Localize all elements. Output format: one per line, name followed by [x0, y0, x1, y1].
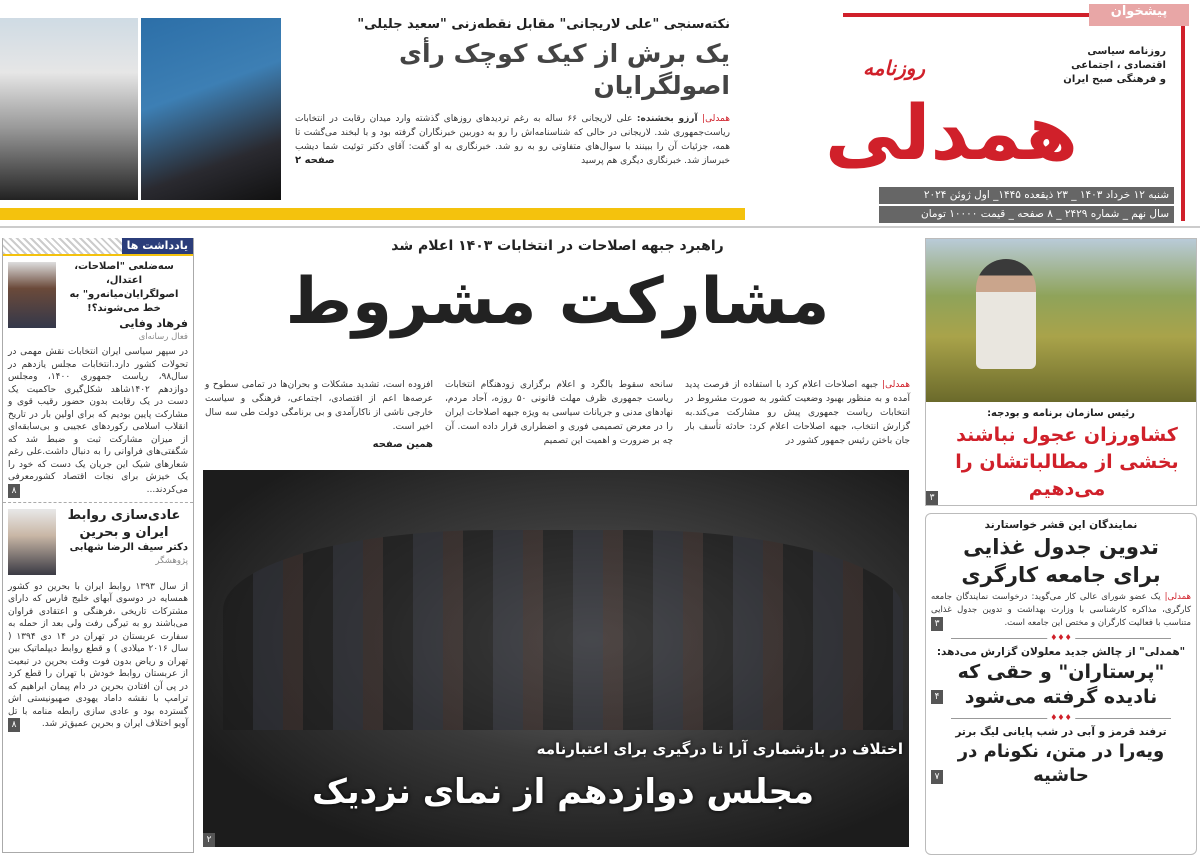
note [3, 256, 193, 502]
author-photo [8, 262, 56, 328]
story-kicker: ترفند قرمز و آبی در شب پایانی لیگ برتر [955, 726, 1167, 738]
page-number[interactable]: ۴ [931, 690, 943, 704]
date-line: شنبه ۱۲ خرداد ۱۴۰۳ _ ۲۳ ذیقعده ۱۴۴۵_ اول ژوئن ۲۰۲۴ [879, 187, 1174, 204]
notes-header [3, 238, 193, 256]
farm-kicker: رئیس سازمان برنامه و بودجه: [987, 408, 1135, 419]
watermark: پیشخوان [1089, 4, 1189, 26]
rule [0, 226, 1200, 228]
page-number[interactable]: ۸ [8, 484, 20, 498]
top-story-photo-larijani [141, 18, 281, 200]
farm-headline: کشاورزان عجول نباشند بخشی از مطالباتشان را می‌دهیم [955, 424, 1179, 500]
parliament-photo [203, 470, 909, 847]
note-author: فرهاد وفایی [119, 317, 188, 330]
logo-name: همدلی [825, 88, 1078, 177]
divider: ♦♦♦ [951, 718, 1171, 719]
author: آرزو بخشنده: [636, 114, 698, 124]
photo-headline: مجلس دوازدهم از نمای نزدیک [312, 772, 814, 812]
tagline-line: و فرهنگی صبح ایران [1063, 74, 1166, 85]
note-author: دکتر سیف الرضا شهابی [69, 541, 188, 553]
lead-column-1 [685, 378, 910, 448]
top-story-page-ref[interactable]: صفحه ۲ [295, 155, 335, 166]
story-headline-row [931, 740, 1191, 788]
note-role: فعال رسانه‌ای [138, 332, 188, 342]
source-label: همدلی| [1164, 592, 1192, 602]
story-headline-row [931, 660, 1191, 710]
photo-kicker: اختلاف در بازشماری آرا تا درگیری برای اعتبارنامه [536, 740, 903, 758]
right-stories-box [925, 513, 1197, 855]
divider: ♦♦♦ [951, 638, 1171, 639]
page-number[interactable]: ۳ [926, 491, 938, 505]
lead-kicker: راهبرد جبهه اصلاحات در انتخابات ۱۴۰۳ اعلام شد [391, 238, 724, 254]
top-story-body [295, 112, 730, 168]
tagline-line: روزنامه سیاسی [1087, 46, 1166, 57]
story-headline[interactable]: ویه‌را در متن، نکونام در حاشیه [957, 741, 1165, 786]
farmer-photo [926, 239, 1196, 402]
source-label: همدلی| [882, 380, 910, 390]
note-body-text: در سپهر سیاسی ایران انتخابات نقش مهمی در تحولات کشور دارد.انتخابات مجلس یازدهم در سال۹۸، ریاست جمهوری ۱۴۰۰، ومجلس دوازدهم ۱۴۰۲شاهد شکل‌گیری حاکمیت یک دست در یک رقابت بدون حضور رقیب قوی و مشارکت پایین بودیم که برای اولین بار در تاریخ انقلاب اسلامی رکوردهای عجیبی و بی‌سابقه‌ای از میزان مشارکت ثبت و ضبط شد که شگفتی‌های فراوانی را به دنبال داشت.علی رغم شعارهای شیک این جریان یک دست که خود را یک خیزش برای نجات اقتصاد کشورمعرفی می‌کردند... [8, 347, 188, 495]
story-headline[interactable]: تدوین جدول غذایی برای جامعه کارگری [961, 535, 1161, 587]
story-headline[interactable]: "پرستاران" و حقی که نادیده گرفته می‌شود [957, 661, 1165, 708]
page-number[interactable]: ۲ [203, 833, 215, 847]
note [3, 503, 193, 737]
lead-page-ref[interactable]: همین صفحه [372, 439, 433, 450]
masthead [825, 4, 1185, 221]
farmer-figure [976, 259, 1036, 369]
lead-column-2: سانحه سقوط بالگرد و اعلام برگزاری زودهنگام انتخابات ریاست جمهوری ظرف مهلت قانونی ۵۰ روزه، آحاد مردم، نهادهای مدنی و جریانات سیاسی به ویژه جبهه اصلاحات ایران را در معرض تصمیمی فوری و اضطراری قرار داده است. آن چه بر ضرورت و اهمیت این تصمیم [445, 380, 674, 446]
issue-line: سال نهم _ شماره ۲۴۲۹ _ ۸ صفحه _ قیمت ۱۰۰۰۰ تومان [879, 206, 1174, 223]
note-body [8, 343, 188, 496]
logo-prefix: روزنامه [863, 56, 926, 80]
note-role: پژوهشگر [155, 555, 188, 566]
story-kicker: نمایندگان این قشر خواستارند [984, 519, 1138, 531]
page-number[interactable]: ۷ [931, 770, 943, 784]
page-number[interactable]: ۸ [8, 718, 20, 732]
yellow-rule [0, 208, 745, 220]
tagline-line: اقتصادی ، اجتماعی [1071, 60, 1166, 71]
photo-crowd [223, 530, 903, 730]
story-body [931, 591, 1191, 630]
column-text: افزوده است، تشدید مشکلات و بحران‌ها در تمامی سطوح و عرصه‌ها اعم از اقتصادی، اجتماعی، فرهنگی و سیاست خارجی ناشی از ناکارآمدی و بی برنامگی دولت طی سه سال اخیر است. [205, 380, 433, 432]
note-body [8, 578, 188, 731]
story-kicker: "همدلی" از چالش جدید معلولان گزارش می‌دهد: [936, 646, 1186, 658]
body: علی لاریجانی ۶۶ ساله به رغم تردیدهای روزهای گذشته وارد میدان رقابت در انتخابات ریاست‌جمهوری شد. لاریجانی در حالی که شناسنامه‌اش را رو به دوربین خبرنگاران گرفته بود و با لبخند می‌گشت تا همه، جزئیات آن را ببینند با سوال‌های متفاوتی رو به رو شد. خبرنگاری به او گفت: آقای دکتر توئیت شما دیشب خبرساز شد. خبرنگاری دیگری هم پرسید [295, 114, 730, 166]
farm-story[interactable] [925, 238, 1197, 506]
top-story-photo-jalili [0, 18, 138, 200]
top-story-kicker: نکته‌سنجی "علی لاریجانی" مقابل نقطه‌زنی "سعید جلیلی" [357, 17, 730, 32]
notes-column [2, 238, 194, 853]
body: یک عضو شورای عالی کار می‌گوید: درخواست نمایندگان جامعه کارگری، مذاکره کارشناسی با وزارت بهداشت و تدوین جدول غذایی متناسب با فعالیت کارگران و مختص این جامعه است. [931, 592, 1191, 628]
lead-headline: مشارکت مشروط [285, 265, 830, 339]
top-story-headline: یک برش از کیک کوچک رأی اصولگرایان [399, 39, 730, 100]
tagline [1063, 45, 1166, 87]
notes-title: یادداشت ها [122, 238, 193, 254]
page-number[interactable]: ۳ [931, 617, 943, 631]
source-label: همدلی| [702, 114, 730, 124]
column-text: جبهه اصلاحات اعلام کرد با استفاده از فرصت پدید آمده و به منظور بهبود وضعیت کشور به صورت مشروط در انتخابات ریاست جمهوری پیش رو مشارکت می‌کند.به گزارش انتخاب، جبهه اصلاحات اعلام کرد: حادثه تأسف بار جان باختن رئیس جمهور کشور در [685, 380, 910, 446]
note-title[interactable]: سه‌ضلعی "اصلاحات، اعتدال، اصولگرایان‌میانه‌رو" به خط می‌شوند؟! [69, 261, 179, 314]
note-body-text: از سال ۱۳۹۳ روابط ایران با بحرین دو کشور همسایه در دوسوی آبهای خلیج فارس که دارای مشترکات تاریخی ،فرهنگی و اعتقادی فراوان می‌باشند رو به تیرگی رفت ولی بعد از حمله به سفارت عربستان در تهران در ۱۴ دی ۱۳۹۴ ( سال ۲۰۱۶ میلادی ) و قطع روابط دیپلماتیک بین تهران و ریاض بدون فوت وقت بحرین در تبعیت از عربستان روابط خودش با تهران را قطع کرد در پی آن افتادن بحرین در دام پیمان ابراهیم که ترامپ با نقشه داماد یهودی صهیونیستی اش گسترده بود و عادی سازی رابطه منامه با تل آویو اختلاف ایران و بحرین عمیق‌تر شد. [8, 581, 188, 729]
lead-column-3 [205, 378, 433, 452]
note-title[interactable]: عادی‌سازی روابط ایران و بحرین [67, 507, 181, 540]
author-photo [8, 509, 56, 575]
